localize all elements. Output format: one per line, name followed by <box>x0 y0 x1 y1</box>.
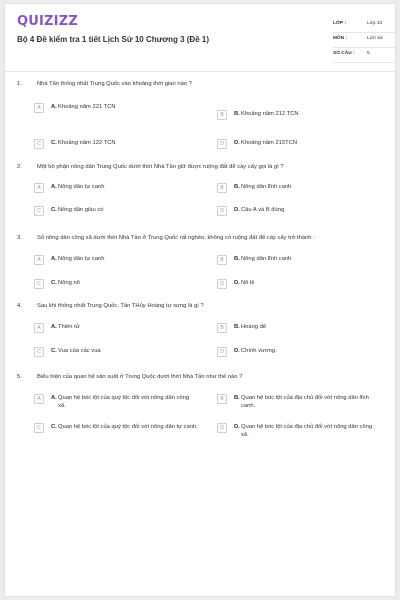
option-a[interactable] <box>17 103 197 123</box>
option-box[interactable]: A <box>34 183 44 193</box>
option-d[interactable] <box>200 347 380 367</box>
question-text: Biểu hiện của quan hệ sản xuất ở Trung Quốc dưới thời Nhà Tần như thế nào ? <box>37 374 243 380</box>
meta-label: SỐ CÂU : <box>333 51 355 56</box>
option-letter: C. <box>51 348 57 354</box>
question-number: 5. <box>17 374 22 380</box>
option-text: Vua của các vua <box>58 348 101 354</box>
option-b[interactable] <box>200 394 380 414</box>
option-text: Khoảng năm 212 TCN <box>241 111 299 117</box>
option-text: Khoảng năm 221 TCN <box>58 104 116 110</box>
option-c[interactable] <box>17 139 197 159</box>
option-b[interactable] <box>200 183 380 203</box>
question-number: 1. <box>17 81 22 87</box>
option-letter: A. <box>51 324 57 330</box>
option-text: Quan hệ bóc lột của quý tộc đối với nông dân công xã. <box>58 395 190 409</box>
option-text: Khoảng năm 122 TCN <box>58 140 116 146</box>
option-box[interactable]: B <box>217 255 227 265</box>
option-box[interactable]: A <box>34 255 44 265</box>
option-letter: D. <box>234 424 240 430</box>
worksheet-page <box>4 3 396 597</box>
option-a[interactable] <box>17 183 197 203</box>
option-text: Nông dân lĩnh canh <box>241 256 292 262</box>
option-d[interactable] <box>200 423 380 443</box>
option-a[interactable] <box>17 323 197 343</box>
option-letter: A. <box>51 395 57 401</box>
option-letter: A. <box>51 184 57 190</box>
option-c[interactable] <box>17 423 197 443</box>
option-box[interactable]: C <box>34 206 44 216</box>
option-box[interactable]: A <box>34 394 44 404</box>
option-letter: A. <box>51 256 57 262</box>
meta-table <box>333 18 395 63</box>
question-number: 2. <box>17 164 22 170</box>
question-text: Một bộ phận nông dân Trung Quốc dưới thời Nhà Tần giữ được ruộng đất để cày cấy gọi là gì ? <box>37 164 284 170</box>
option-d[interactable] <box>200 139 380 159</box>
page-title: Bộ 4 Đề kiểm tra 1 tiết Lịch Sử 10 Chương 3 (Đề 1) <box>17 35 209 44</box>
option-text: Nông dân tự canh <box>58 256 105 262</box>
option-b[interactable] <box>200 110 380 130</box>
meta-label: LỚP : <box>333 21 347 26</box>
option-a[interactable] <box>17 394 197 414</box>
option-c[interactable] <box>17 347 197 367</box>
option-c[interactable] <box>17 279 197 299</box>
question-number: 4. <box>17 303 22 309</box>
option-letter: B. <box>234 395 240 401</box>
option-text: Thiên tử <box>58 324 80 330</box>
option-text: Khoảng năm 215TCN <box>241 140 298 146</box>
option-text: Hoàng đế <box>241 324 267 330</box>
option-box[interactable]: D <box>217 279 227 289</box>
option-letter: D. <box>234 348 240 354</box>
option-box[interactable]: D <box>217 423 227 433</box>
option-letter: C. <box>51 280 57 286</box>
option-box[interactable]: B <box>217 183 227 193</box>
option-box[interactable]: C <box>34 279 44 289</box>
option-box[interactable]: A <box>34 103 44 113</box>
option-box[interactable]: B <box>217 110 227 120</box>
option-letter: D. <box>234 207 240 213</box>
option-letter: C. <box>51 207 57 213</box>
option-a[interactable] <box>17 255 197 275</box>
meta-row-subject <box>333 33 395 48</box>
option-text: Câu A và B đúng <box>241 207 285 213</box>
meta-value: Lớp 10 <box>367 21 383 26</box>
worksheet-header <box>17 14 385 66</box>
option-text: Nông dân tự canh <box>58 184 105 190</box>
option-box[interactable]: D <box>217 139 227 149</box>
option-letter: B. <box>234 324 240 330</box>
option-d[interactable] <box>200 206 380 226</box>
option-box[interactable]: D <box>217 347 227 357</box>
option-letter: A. <box>51 104 57 110</box>
meta-value: 5 <box>367 51 370 56</box>
meta-value: Lịch sử <box>367 36 383 41</box>
meta-label: MÔN : <box>333 36 348 41</box>
question-text: Số nông dân công xã dưới thời Nhà Tần ở Trung Quốc rất nghèo, không có ruộng đất để cày cấy trở thành : <box>37 235 315 241</box>
option-text: Quan hệ bóc lột của quý tộc đối với nông dân tự canh. <box>58 424 198 430</box>
question-number: 3. <box>17 235 22 241</box>
option-box[interactable]: D <box>217 206 227 216</box>
question-text: Nhà Tần thống nhất Trung Quốc vào khoảng thời gian nào ? <box>37 81 192 87</box>
option-text: Nông dân lĩnh canh <box>241 184 292 190</box>
option-box[interactable]: C <box>34 423 44 433</box>
question-text: Sau khi thống nhất Trung Quốc, Tần THủy Hoàng tự xưng là gì ? <box>37 303 204 309</box>
option-letter: C. <box>51 140 57 146</box>
option-text: Quan hệ bóc lột của địa chủ đối với nông dân công xã. <box>241 424 373 438</box>
option-box[interactable]: C <box>34 139 44 149</box>
option-box[interactable]: B <box>217 323 227 333</box>
option-text: Nông nô <box>58 280 80 286</box>
option-text: Chính vương. <box>241 348 277 354</box>
option-letter: B. <box>234 184 240 190</box>
option-letter: D. <box>234 280 240 286</box>
option-letter: B. <box>234 256 240 262</box>
meta-row-class <box>333 18 395 33</box>
option-text: Nô lệ <box>241 280 255 286</box>
option-b[interactable] <box>200 323 380 343</box>
option-text: Nông dân giàu có <box>58 207 104 213</box>
option-letter: C. <box>51 424 57 430</box>
option-text: Quan hệ bóc lột của địa chủ đối với nông dân lĩnh canh. <box>241 395 369 409</box>
option-d[interactable] <box>200 279 380 299</box>
option-letter: D. <box>234 140 240 146</box>
header-divider <box>5 71 395 72</box>
option-box[interactable]: C <box>34 347 44 357</box>
meta-row-count <box>333 48 395 63</box>
option-b[interactable] <box>200 255 380 275</box>
option-box[interactable]: B <box>217 394 227 404</box>
option-c[interactable] <box>17 206 197 226</box>
option-letter: B. <box>234 111 240 117</box>
option-box[interactable]: A <box>34 323 44 333</box>
quizizz-logo: QUIZIZZ <box>17 14 78 29</box>
